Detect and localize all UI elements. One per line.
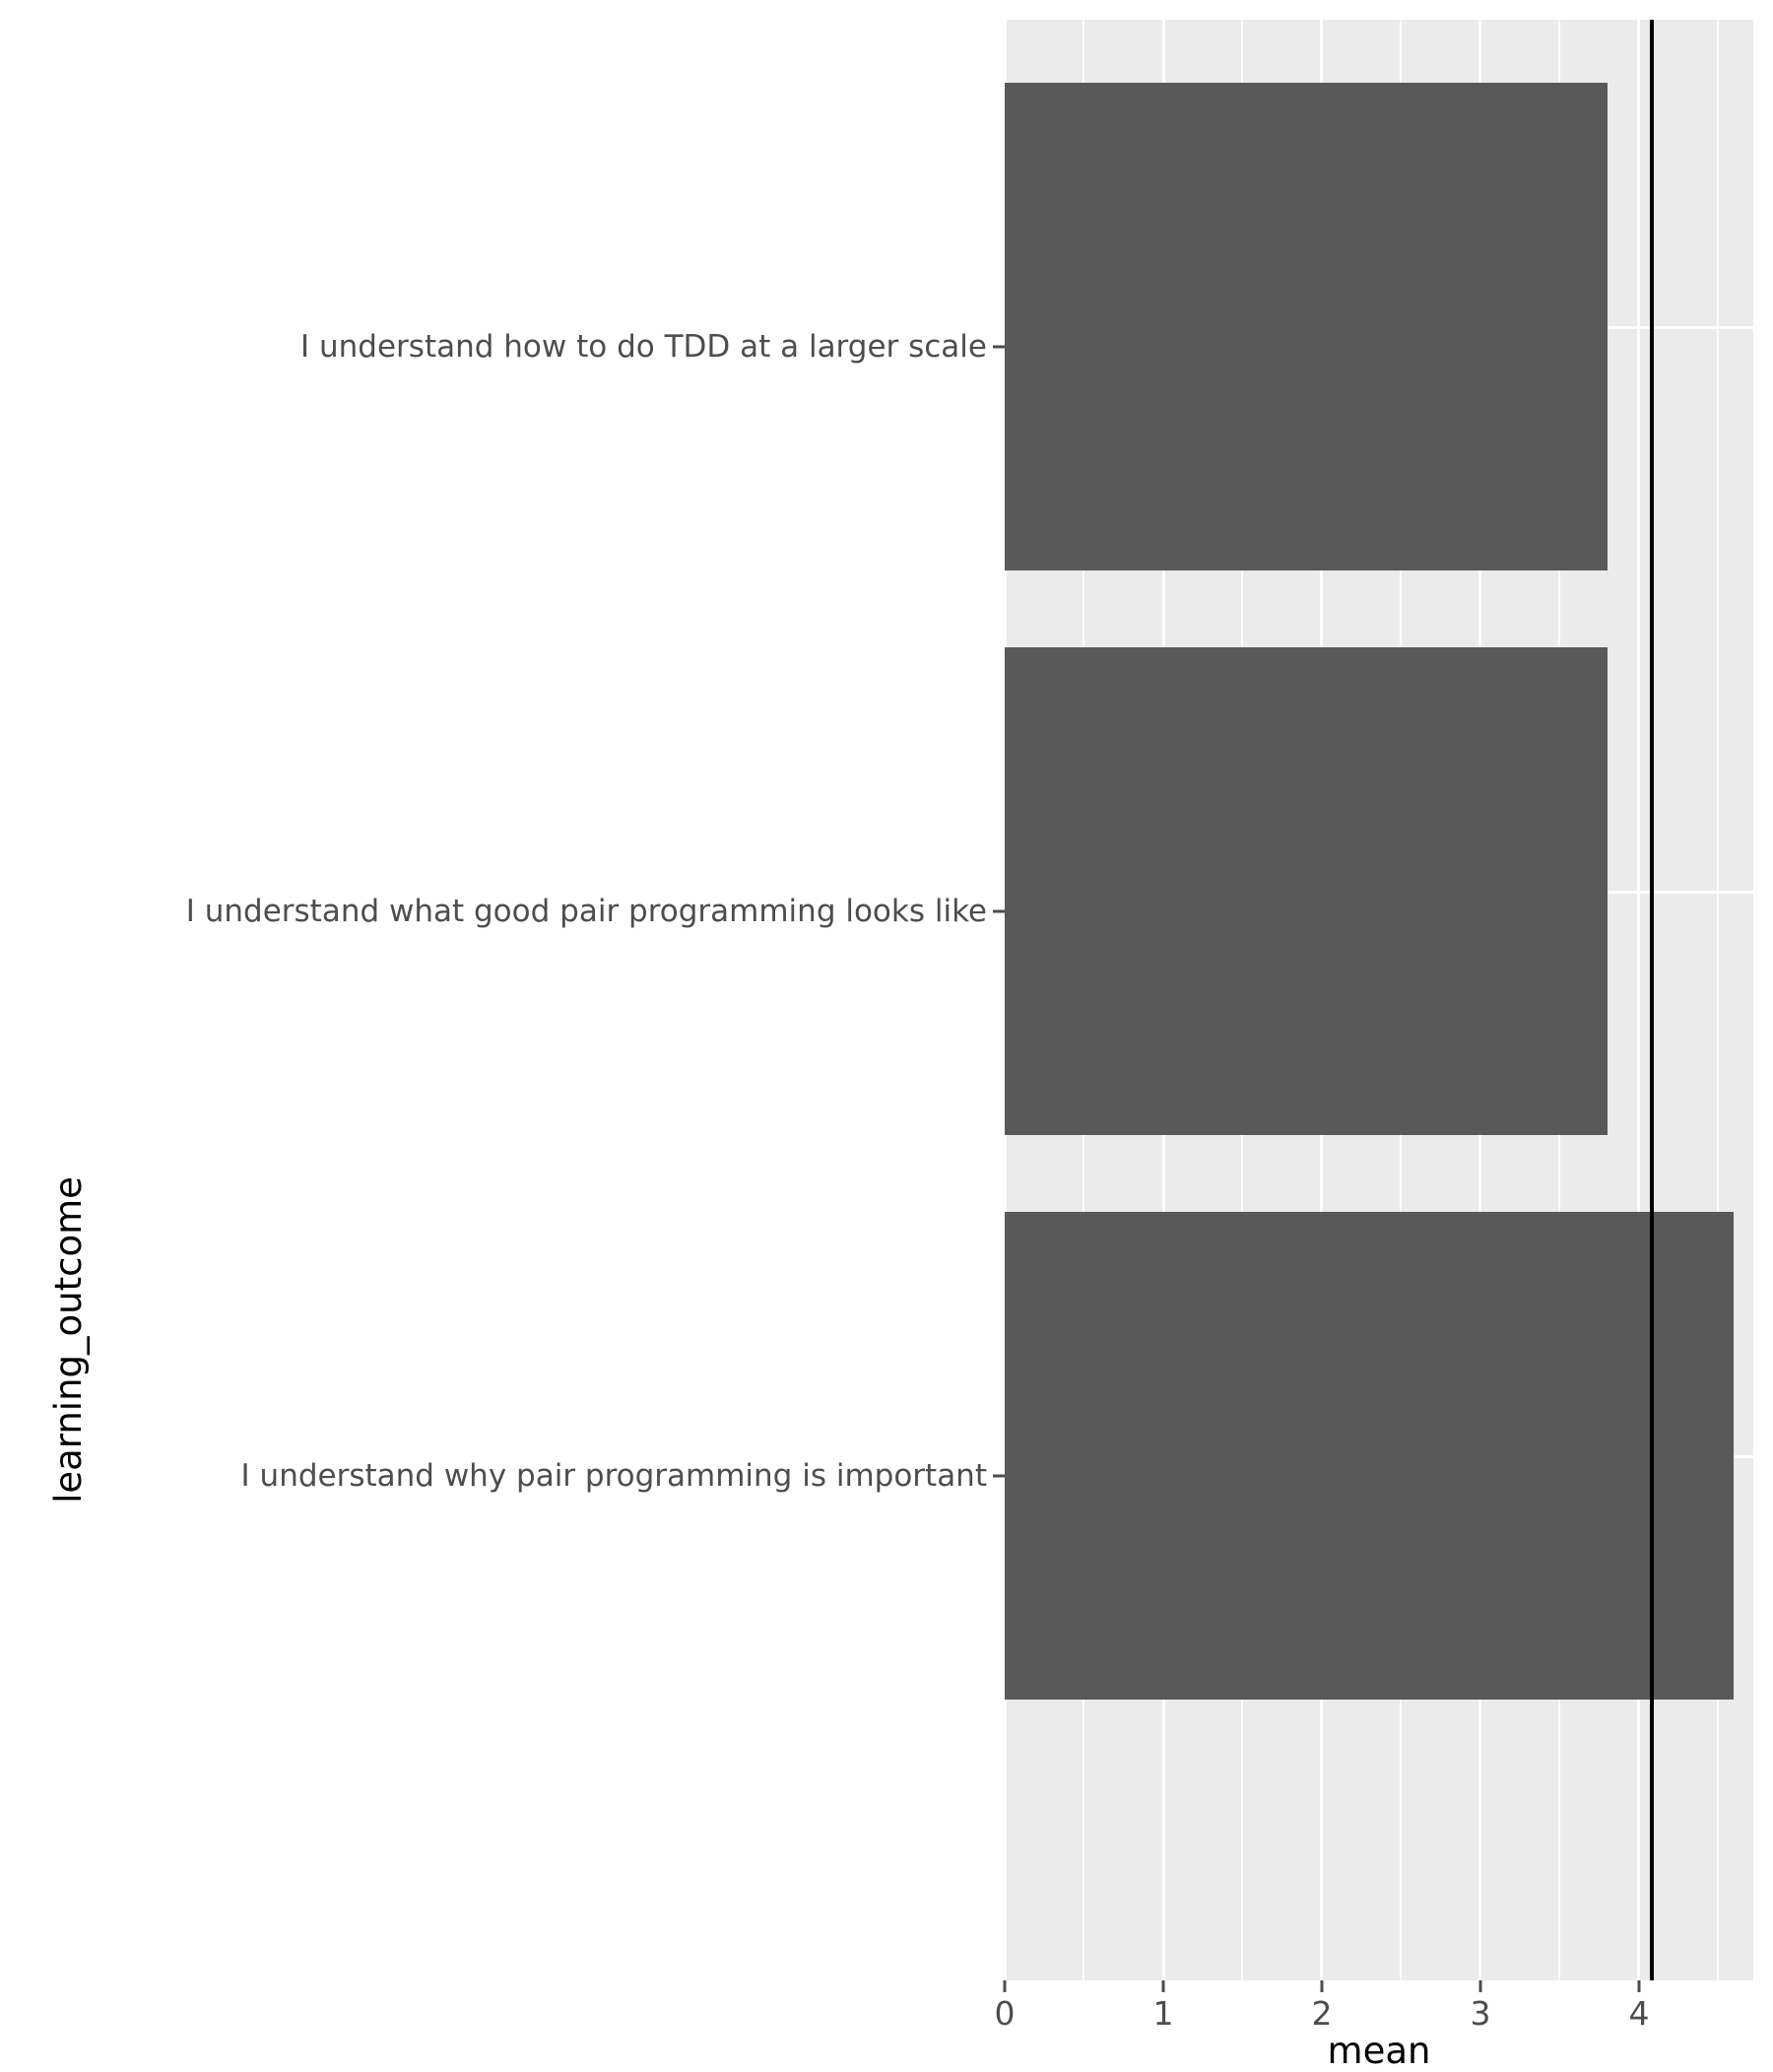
y-tick-label-1: I understand what good pair programming looks like [185,894,987,929]
x-tick-mark-2 [1321,1980,1324,1992]
x-tick-label-1: 1 [1152,1994,1174,2033]
x-tick-label-4: 4 [1628,1994,1650,2033]
bar-0 [1005,83,1608,570]
x-tick-label-3: 3 [1470,1994,1491,2033]
x-axis-title: mean [1327,2030,1431,2072]
y-tick-label-2: I understand why pair programming is important [240,1458,987,1494]
y-tick-mark-1 [993,910,1005,913]
bar-1 [1005,647,1608,1135]
y-tick-mark-0 [993,346,1005,349]
bar-2 [1005,1212,1734,1700]
x-tick-mark-1 [1162,1980,1165,1992]
x-tick-label-2: 2 [1311,1994,1333,2033]
vertical-reference-line [1650,20,1654,1980]
x-tick-label-0: 0 [994,1994,1016,2033]
y-axis-title: learning_outcome [46,1176,90,1504]
y-tick-mark-2 [993,1475,1005,1478]
y-axis-tick-labels [59,20,1005,1980]
x-tick-mark-0 [1004,1980,1007,1992]
x-tick-mark-3 [1479,1980,1482,1992]
y-tick-label-0: I understand how to do TDD at a larger scale [300,329,987,365]
x-tick-mark-4 [1638,1980,1641,1992]
plot-panel [1005,20,1753,1980]
